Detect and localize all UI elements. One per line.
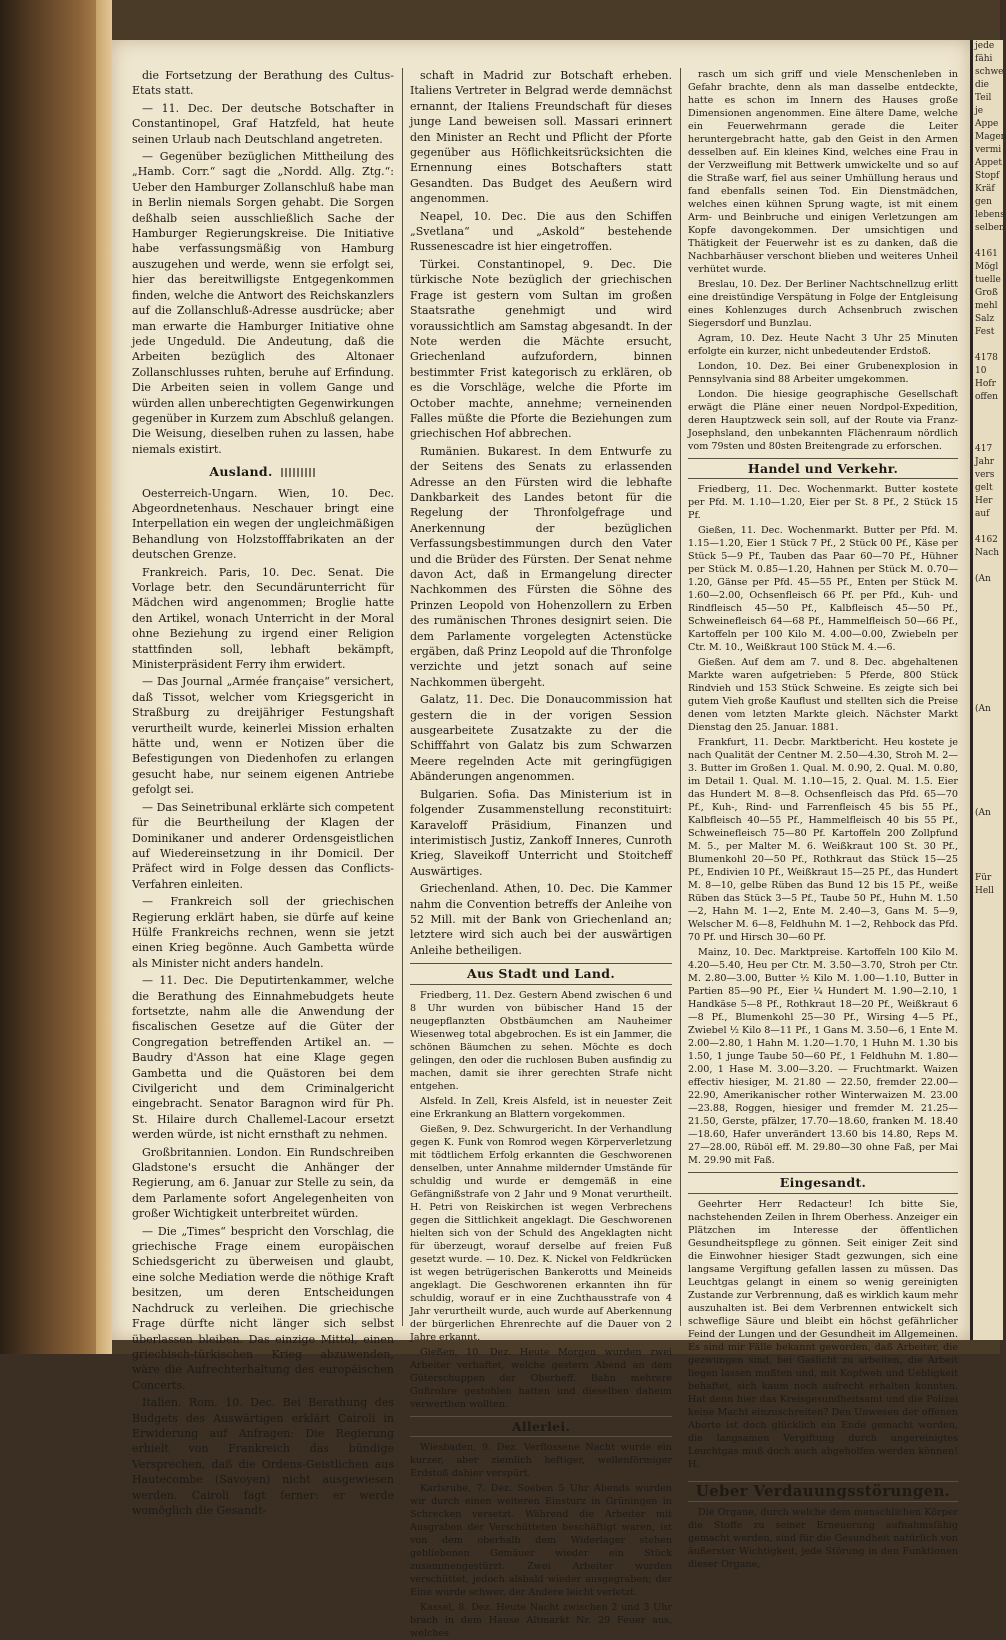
article-paragraph: Frankreich. Paris, 10. Dec. Senat. Die Vorlage betr. den Secundärunterricht für Mädchen wird angenommen; Broglie hatte den Artikel, wonach Unterricht in der Moral ohne Beziehung zu irgend einer Religion stattfinden soll, lebhaft bekämpft, Ministerpräsident Ferry ihm erwidert. — [132, 565, 394, 672]
edge-text-fragment: Kräf — [975, 184, 995, 194]
edge-text-fragment: gen — [975, 197, 992, 207]
article-paragraph: Gießen, 9. Dez. Schwurgericht. In der Verhandlung gegen K. Funk von Romrod wegen Körperverletzung mit tödtlichem Erfolg erkannten die Geschworenen denselben, unter Annahme mildernder Umstände für schuldig und wurde er demgemäß in eine Gefängnißstrafe von 2 Jahr und 9 Monat verurtheilt. H. Petri von Reiskirchen ist wegen Verbrechens gegen die Sittlichkeit angeklagt. Die Geschworenen hielten sich von der Schuld des Angeklagten nicht für überzeugt, worauf derselbe auf freien Fuß gesetzt wurde. — 10. Dez. K. Nickel von Feldkrücken ist wegen betrügerischen Bankerotts und Meineids angeklagt. Die Geschworenen erkannten ihn für schuldig, worauf er in eine Zuchthausstrafe von 4 Jahr verurtheilt wurde, auch wurde auf Aberkennung der bürgerlichen Ehrenrechte auf die Dauer von 2 Jahre erkannt. — [410, 1123, 672, 1343]
edge-text-fragment — [973, 768, 1003, 781]
edge-text-fragment: Fest — [975, 327, 995, 337]
article-paragraph: Rumänien. Bukarest. In dem Entwurfe zu der Seitens des Senats zu erlassenden Adresse an den Fürsten wird die lebhafte Dankbarkeit des Landes betont für die Regelung der Thronfolgefrage und Anerkennung der bezüglichen Verfassungsbestimmungen durch den Vater und die Brüder des Fürsten. Der Senat nehme davon Act, daß in Ermangelung directer Nachkommen des Fürsten die Söhne des Prinzen Leopold von Hohenzollern zu Erben des rumänischen Thrones designirt seien. Die dem Parlamente vorgelegten Actenstücke ergäben, daß Prinz Leopold auf die Thronfolge verzichte und jetzt sonach auf seine Nachkommen übergeht. — [410, 444, 672, 689]
edge-text-fragment — [973, 664, 1003, 677]
article-paragraph: Gießen, 11. Dec. Wochenmarkt. Butter per Pfd. M. 1.15—1.20, Eier 1 Stück 7 Pf., 2 Stück 00 Pf., Käse per Stück 5—9 Pf., Tauben das Paar 60—70 Pf., Hühner per Stück M. 0.85—1.20, Hahnen per Stück M. 0.70—1.20, Gänse per Pfd. 45—55 Pf., Enten per Stück M. 1.60—2.00, Ochsenfleisch 66 Pf. per Pfd., Kuh- und Rindfleisch 45—50 Pf., Kalbfleisch 45—50 Pf., Schweinefleisch 64—68 Pf., Hammelfleisch 50—66 Pf., Kartoffeln per 100 Kilo M. 4.00—0.00, Zwiebeln per Ctr. M. 10., Weißkraut 100 Stück M. 4.—6. — [688, 525, 958, 654]
edge-text-fragment: fähi — [975, 54, 993, 64]
edge-text-fragment — [973, 846, 1003, 859]
column-rule — [680, 68, 681, 1326]
article-paragraph: Karlsruhe, 7. Dez. Soeben 5 Uhr Abends wurden wir durch einen weiteren Einsturz in Grüningen in Schrecken versetzt. Während die Arbeiter mit Ausgraben der Verschütteten beschäftigt waren, ist von dem oberhalb dem Widerlager stehen gebliebenen Gemäuer wieder ein Stück zusammengestürzt. Zwei Arbeiter wurden verschüttet, jedoch alsbald wieder ausgegraben; der Eine wurde schwer, der Andere leicht verletzt. — [410, 1482, 672, 1598]
edge-text-fragment: Hofr — [975, 379, 996, 389]
edge-text-fragment — [973, 599, 1003, 612]
edge-text-fragment — [973, 820, 1003, 833]
article-paragraph: Friedberg, 11. Dec. Wochenmarkt. Butter kostete per Pfd. M. 1.10—1.20, Eier per St. 8 Pf., 2 Stück 15 Pf. — [688, 484, 958, 522]
edge-text-fragment — [973, 521, 1003, 534]
article-paragraph: Mainz, 10. Dec. Marktpreise. Kartoffeln 100 Kilo M. 4.20—5.40, Heu per Ctr. M. 3.50—3.70, Stroh per Ctr. M. 2.80—3.00, Butter ½ Kilo M. 1.00—1.10, Butter in Partien 85—90 Pf., Eier ¼ Hundert M. 1.90—2.10, 1 Handkäse 5—8 Pf., Rothkraut 18—20 Pf., Weißkraut 6—8 Pf., Blumenkohl 25—30 Pf., Wirsing 4—5 Pf., Zwiebel ½ Kilo 8—11 Pf., 1 Gans M. 3.50—6, 1 Ente M. 2.00—2.80, 1 Hahn M. 1.20—1.70, 1 Huhn M. 1.30 bis 1.50, 1 junge Taube 50—60 Pf., 1 Feldhuhn M. 1.80—2.00, 1 Hase M. 3.00—3.20. — Fruchtmarkt. Waizen effectiv hiesiger, M. 21.80 — 22.50, fremder 22.00—22.90, Amerikanischer rother Winterwaizen M. 23.00—23.88, Roggen, hiesiger und fremder M. 21.25—21.50, Gerste, pfälzer, 17.70—18.60, franken M. 18.40—18.60, Hafer unverändert 13.60 bis 14.80, Reps M. 27—28.00, Rüböl eff. M. 29.80—30 ohne Faß, per Mai M. 29.90 mit Faß. — [688, 947, 958, 1167]
edge-text-fragment: 4161 — [975, 249, 998, 259]
edge-text-fragment — [973, 339, 1003, 352]
binding-strap — [96, 0, 112, 1354]
edge-text-fragment: Jahr — [975, 457, 995, 467]
edge-text-fragment: 417 — [975, 444, 993, 454]
article-paragraph: — Das Journal „Armée française“ versichert, daß Tissot, welcher vom Kriegsgericht in Straßburg zu dreijähriger Festungshaft verurtheilt wurde, keinerlei Mission erhalten hätte und, wenn er Notizen über die Befestigungen von Diedenhofen zu erlangen gesucht habe, nur seinem eigenen Antriebe gefolgt sei. — [132, 675, 394, 797]
article-paragraph: Neapel, 10. Dec. Die aus den Schiffen „Svetlana“ und „Askold“ bestehende Russenescadre ist hier eingetroffen. — [410, 209, 672, 254]
edge-text-fragment: Stopf — [975, 171, 1000, 181]
section-heading-aus-stadt-und-land: Aus Stadt und Land. — [410, 963, 672, 984]
edge-text-fragment: (An — [975, 574, 991, 584]
edge-text-fragment: Appet — [975, 158, 1002, 168]
edge-text-fragment: 4178 — [975, 353, 998, 363]
edge-text-fragment: vers — [975, 470, 995, 480]
article-paragraph: Frankfurt, 11. Decbr. Marktbericht. Heu kostete je nach Qualität der Centner M. 2.50—4.30, Stroh M. 2—3. Butter im Großen 1. Qual. M. 0.90, 2. Qual. M. 0.80, im Detail 1. Qual. M. 1.10—15, 2. Qual. M. 1.5. Eier das Hundert M. 8—8. Ochsenfleisch das Pfd. 65—70 Pf., Kuh-, Rind- und Farrenfleisch 45 bis 55 Pf., Kalbfleisch 40—55 Pf., Hammelfleisch 40 bis 55 Pf., Schweinefleisch 75—80 Pf. Kartoffeln 200 Zollpfund M. 5., per Malter M. 6. Weißkraut 100 St. 30 Pf., Blumenkohl 20—50 Pf., Rothkraut das Stück 15—25 Pf., Endivien 10 Pf., Weißkraut 15—25 Pf., das Hundert M. 8—10, gelbe Rüben das Bund 12 bis 15 Pf., weiße Rüben das Stück 3—5 Pf., Taube 50 Pf., Huhn M. 1.50—2, Hahn M. 1—2, Ente M. 2.40—3, Gans M. 5—9, Welscher M. 6—8, Feldhuhn M. 1—2, Rehbock das Pfd. 70 Pf. und Hirsch 30—60 Pf. — [688, 737, 958, 944]
edge-text-fragment: die — [975, 80, 989, 90]
edge-text-fragment — [973, 794, 1003, 807]
edge-text-fragment — [973, 755, 1003, 768]
edge-text-fragment: (An — [975, 704, 991, 714]
article-paragraph: Oesterreich-Ungarn. Wien, 10. Dec. Abgeordnetenhaus. Neschauer bringt eine Interpellation ein wegen der ungleichmäßigen Behandlung von Holzstofffabrikaten an der deutschen Grenze. — [132, 486, 394, 562]
article-paragraph: — 11. Dec. Die Deputirtenkammer, welche die Berathung des Einnahmebudgets heute fortsetzte, nahm alle die Anwendung der fiscalischen Gesetze auf die Güter der Congregation betreffenden Artikel an. — Baudry d'Asson hat eine Klage gegen Gambetta und die Quästoren bei dem Civilgericht und dem Criminalgericht eingebracht. Senator Baragnon wird für Ph. St. Hilaire durch Challemel-Lacour ersetzt werden würde, ist nicht ernsthaft zu nehmen. — [132, 974, 394, 1142]
section-heading-eingesandt: Eingesandt. — [688, 1172, 958, 1193]
edge-text-fragment — [973, 690, 1003, 703]
edge-text-fragment — [973, 833, 1003, 846]
edge-text-fragment — [973, 677, 1003, 690]
edge-text-fragment: Appe — [975, 119, 999, 129]
edge-text-fragment — [973, 612, 1003, 625]
edge-text-fragment — [973, 729, 1003, 742]
edge-text-fragment — [973, 716, 1003, 729]
edge-text-fragment: Salz — [975, 314, 995, 324]
edge-text-fragment: schwe — [975, 67, 1004, 77]
column-rule — [402, 68, 403, 1326]
article-paragraph: die Fortsetzung der Berathung des Cultus-Etats statt. — [132, 69, 394, 98]
article-paragraph: Kassel, 8. Dez. Heute Nacht zwischen 2 und 3 Uhr brach in dem Hause Altmarkt Nr. 29 Feuer aus, welches — [410, 1601, 672, 1639]
edge-text-fragment: Magen — [975, 132, 1006, 142]
article-paragraph: London, 10. Dez. Bei einer Grubenexplosion in Pennsylvania sind 88 Arbeiter umgekommen. — [688, 361, 958, 385]
edge-text-fragment — [973, 235, 1003, 248]
section-heading-handel-und-verkehr: Handel und Verkehr. — [688, 458, 958, 479]
article-paragraph: — Frankreich soll der griechischen Regierung erklärt haben, sie dürfe auf keine Hülfe Frankreichs rechnen, wenn sie jetzt einen Krieg begönne. Auch Gambetta würde als Minister nicht anders handeln. — [132, 895, 394, 970]
edge-text-fragment: je — [975, 106, 984, 116]
column-3 — [688, 68, 958, 1571]
section-heading-verdauungsstoerungen: Ueber Verdauungsstörungen. — [688, 1481, 958, 1502]
edge-text-fragment: vermi — [975, 145, 1002, 155]
article-paragraph: Gießen, 10. Dez. Heute Morgen wurden zwei Arbeiter verhaftet, welche gestern Abend an dem Güterschuppen der Oberheff. Bahn mehrere Gußrohre gestohlen hatten und dieselben daheim verwerthen wollten. — [410, 1346, 672, 1410]
edge-text-fragment: tuelle — [975, 275, 1001, 285]
edge-text-fragment — [973, 781, 1003, 794]
edge-text-fragment: selben — [975, 223, 1005, 233]
article-paragraph: Bulgarien. Sofia. Das Ministerium ist in folgender Zusammenstellung reconstituirt: Karaveloff Präsidium, Finanzen und interimistisch Justiz, Zankoff Inneres, Cunroth Krieg, Slaveikoff Unterricht und Stoitcheff Auswärtiges. — [410, 787, 672, 878]
column-1 — [132, 68, 394, 1517]
edge-text-fragment: jede — [975, 41, 995, 51]
article-paragraph: Die Organe, durch welche dem menschlichen Körper die Stoffe zu seiner Erneuerung aufnahmsfähig gemacht werden, sind für die Gesundheit natürlich von äußerster Wichtigkeit, jede Störung in den Funktionen dieser Organe, — [688, 1507, 958, 1571]
edge-text-fragment: Mögl — [975, 262, 999, 272]
article-paragraph: — 11. Dec. Der deutsche Botschafter in Constantinopel, Graf Hatzfeld, hat heute seinen Urlaub nach Deutschland angetreten. — [132, 101, 394, 146]
edge-text-fragment — [973, 651, 1003, 664]
book-binding — [0, 0, 112, 1354]
article-paragraph: Friedberg, 11. Dez. Gestern Abend zwischen 6 und 8 Uhr wurden von bübischer Hand 15 der neugepflanzten Obstbäumchen am Nauheimer Wiesenweg total abgebrochen. Es ist ein Jammer, die schönen Bäumchen zu sehen. Möchte es doch gelingen, den oder die ruchlosen Buben ausfindig zu machen, damit sie ihrer gerechten Strafe nicht entgehen. — [410, 989, 672, 1092]
article-paragraph: — Die „Times“ bespricht den Vorschlag, die griechische Frage einem europäischen Schiedsgericht zu überweisen und glaubt, eine solche Mediation werde die nöthige Kraft besitzen, um deren Entscheidungen Nachdruck zu verleihen. Die griechische Frage dürfte nicht länger sich selbst überlassen bleiben. Das einzige Mittel, einen griechisch-türkischen Krieg abzuwenden, wäre die Aufrechterhaltung des europäischen Concerts. — [132, 1224, 394, 1392]
edge-text-fragment: auf — [975, 509, 990, 519]
article-paragraph: Wiesbaden, 9. Dez. Verflossene Nacht wurde ein kurzer, aber ziemlich heftiger, wellenförmiger Erdstoß dahier verspürt. — [410, 1441, 672, 1479]
edge-text-fragment — [973, 859, 1003, 872]
edge-text-fragment — [973, 625, 1003, 638]
edge-text-fragment: Groß — [975, 288, 998, 298]
article-paragraph: — Gegenüber bezüglichen Mittheilung des „Hamb. Corr.“ sagt die „Nordd. Allg. Ztg.“: Ueber den Hamburger Zollanschluß habe man in Berlin niemals Sorgen gehabt. Die Sorgen deßhalb seien ausschließlich Sache der Hamburger Regierungskreise. Die Initiative habe verfassungsmäßig von Hamburg auszugehen und werde, wenn sie erfolgt sei, hier das bereitwilligste Entgegenkommen finden, welche die Antwort des Reichskanzlers auf die Zollanschluß-Adresse ausdrücke; aber man erwarte die Hamburger Initiative ohne jede Ungeduld. Die Andeutung, daß die Arbeiten bezüglich des Altonaer Zollanschlusses ruhten, beruhe auf Erfindung. Die Arbeiten seien in vollem Gange und würden allen unberechtigten Gegenwirkungen gegenüber in Kurzem zum Abschluß gelangen. Die Weisung, dieselben ruhen zu lassen, habe niemals existirt. — [132, 150, 394, 456]
edge-text-fragment — [973, 417, 1003, 430]
edge-text-fragment: Teil — [975, 93, 992, 103]
ink-stamp — [281, 468, 317, 477]
column-2 — [410, 68, 672, 1639]
edge-text-fragment — [973, 638, 1003, 651]
edge-text-fragment — [973, 586, 1003, 599]
article-paragraph: Türkei. Constantinopel, 9. Dec. Die türkische Note bezüglich der griechischen Frage ist gestern vom Sultan im großen Staatsrathe genehmigt und wird voraussichtlich am Samstag abgesandt. In der Note werden die Mächte ersucht, Griechenland aufzufordern, binnen bestimmter Frist kategorisch zu erklären, ob es die Vorschläge, welche die Pforte im October machte, annehme; verneinenden Falles müßte die Pforte die Beziehungen zum griechischen Hof abbrechen. — [410, 257, 672, 441]
article-paragraph: Geehrter Herr Redacteur! Ich bitte Sie, nachstehenden Zeilen in Ihrem Oberhess. Anzeiger ein Plätzchen im Interesse der öffentlichen Gesundheitspflege zu gönnen. Seit einiger Zeit sind die Einwohner hiesiger Stadt gezwungen, sich eine langsame Vergiftung gefallen lassen zu müssen. Das Leuchtgas gelangt in einem so wenig gereinigten Zustande zur Verbrennung, daß es wirklich kaum mehr auszuhalten ist. Bei dem Verbrennen entwickelt sich schweflige Säure und bleibt ein höchst gefährlicher Feind der Lungen und der Gesundheit im Allgemeinen. Es sind mir Fälle bekannt geworden, daß Arbeiter, die gezwungen sind, bei Gaslicht zu arbeiten, die Arbeit liegen lassen mußten und, mit Kopfweh und Uebligkeit behaftet, sich kaum noch aufrecht erhalten konnten. Hat denn hier das Kreisgesundheitsamt und die Polizei keine Macht einzuschreiten? Den Unwesen der offenen Aborte ist doch glücklich ein Ende gemacht worden, die langsamen Vergiftung durch ungereinigtes Leuchtgas muß doch auch abgeholfen werden können! H. — [688, 1198, 958, 1470]
edge-text-fragment: lebens — [975, 210, 1005, 220]
edge-text-fragment — [973, 742, 1003, 755]
article-paragraph: Alsfeld. In Zell, Kreis Alsfeld, ist in neuester Zeit eine Erkrankung an Blattern vorgekommen. — [410, 1095, 672, 1120]
edge-text-fragment: 4162 — [975, 535, 998, 545]
article-paragraph: rasch um sich griff und viele Menschenleben in Gefahr brachte, denn als man dasselbe entdeckte, hatte es schon im Innern des Hauses große Dimensionen angenommen. Eine ältere Dame, welche ein Feuerwehrmann gerade die Leiter heruntergebracht hatte, gab den Geist in den Armen desselben auf. Ein kleines Kind, welches eine Frau in der Verzweiflung mit Bettwerk umwickelte und so auf die Straße warf, fiel aus seiner Umhüllung heraus und fand ebenfalls seinen Tod. Ein Dienstmädchen, welches einen kühnen Sprung wagte, ist mit einem Arm- und Beinbruche und einigen Verletzungen am Kopfe davongekommen. Der umsichtigen und Thätigkeit der Feuerwehr ist es zu danken, daß die Nachbarhäuser verschont blieben und weiteres Unheil verhütet wurde. — [688, 69, 958, 275]
edge-text-fragment: Nach — [975, 548, 1000, 558]
edge-text-fragment: offen — [975, 392, 998, 402]
article-paragraph: Galatz, 11. Dec. Die Donaucommission hat gestern die in der vorigen Session ausgearbeitete Zusatzakte zu der die Schifffahrt von Galatz bis zum Schwarzen Meere regelnden Acte mit geringfügigen Abänderungen angenommen. — [410, 693, 672, 784]
edge-text-fragment: Hell — [975, 886, 994, 896]
next-page-edge — [970, 40, 1006, 1340]
edge-text-fragment: Für — [975, 873, 992, 883]
edge-text-fragment: Her — [975, 496, 993, 506]
edge-text-fragment: 10 — [975, 366, 987, 376]
newspaper-page — [112, 40, 970, 1639]
article-paragraph: Breslau, 10. Dez. Der Berliner Nachtschnellzug erlitt eine dreistündige Verspätung in Folge der Entgleisung eines Kohlenzuges durch Achsenbruch zwischen Siegersdorf und Bunzlau. — [688, 279, 958, 329]
edge-text-fragment — [973, 404, 1003, 417]
article-paragraph: Italien. Rom, 10. Dec. Bei Berathung des Budgets des Auswärtigen erklärt Cairoli in Erwiderung auf Anfragen: Die Regierung erhielt von Frankreich das bündige Versprechen, daß die Ordens-Geistlichen aus Hautecombe (Savoyen) nicht ausgewiesen werden. Cairoli fagt ferner: er werde womöglich die Gesandt- — [132, 1396, 394, 1517]
edge-text-fragment: mehl — [975, 301, 998, 311]
edge-text-fragment: gelt — [975, 483, 993, 493]
section-heading-allerlei: Allerlei. — [410, 1416, 672, 1437]
edge-text-fragment — [973, 560, 1003, 573]
section-heading-ausland — [132, 462, 394, 481]
article-paragraph: schaft in Madrid zur Botschaft erheben. Italiens Vertreter in Belgrad werde demnächst ernannt, der Italiens Freundschaft für dieses junge Land beweisen soll. Massari erinnert den Minister an Recht und Pflicht der Pforte gegenüber aus Höflichkeitsrücksichten die Ernennung eines Botschafters statt Gesandten. Das Budget des Aeußern wird angenommen. — [410, 69, 672, 206]
article-paragraph: Gießen. Auf dem am 7. und 8. Dec. abgehaltenen Markte waren aufgetrieben: 5 Pferde, 800 Stück Rindvieh und 153 Stück Schweine. Es zeigte sich bei gutem Vieh große Kauflust und stellten sich die Preise denen vom letzten Markte gleich. Nächster Markt Dienstag den 25. Januar. 1881. — [688, 657, 958, 734]
article-paragraph: Großbritannien. London. Ein Rundschreiben Gladstone's ersucht die Anhänger der Regierung, am 6. Januar zur Stelle zu sein, da dem Parlamente sofort Angelegenheiten von großer Wichtigkeit unterbreitet würden. — [132, 1145, 394, 1221]
article-paragraph: Griechenland. Athen, 10. Dec. Die Kammer nahm die Convention betreffs der Anleihe von 52 Mill. mit der Bank von Griechenland an; letztere wird sich auch bei der auswärtigen Anleihe betheiligen. — [410, 882, 672, 957]
heading-text: Ausland. — [209, 464, 273, 480]
edge-text-fragment: (An — [975, 808, 991, 818]
article-paragraph: Agram, 10. Dez. Heute Nacht 3 Uhr 25 Minuten erfolgte ein kurzer, nicht unbedeutender Erdstoß. — [688, 333, 958, 357]
article-paragraph: London. Die hiesige geographische Gesellschaft erwägt die Pläne einer neuen Nordpol-Expedition, deren Hauptzweck sein soll, auf der Route via Franz-Josephsland, den unbekannten Flächenraum nördlich vom 79sten und 80sten Breitengrade zu erforschen. — [688, 389, 958, 452]
edge-text-fragment — [973, 430, 1003, 443]
article-paragraph: — Das Seinetribunal erklärte sich competent für die Beurtheilung der Klagen der Dominikaner und anderer Ordensgeistlichen auf Wiedereinsetzung in ihr Domicil. Der Präfect wird in Folge dessen das Conflicts-Verfahren einleiten. — [132, 800, 394, 891]
